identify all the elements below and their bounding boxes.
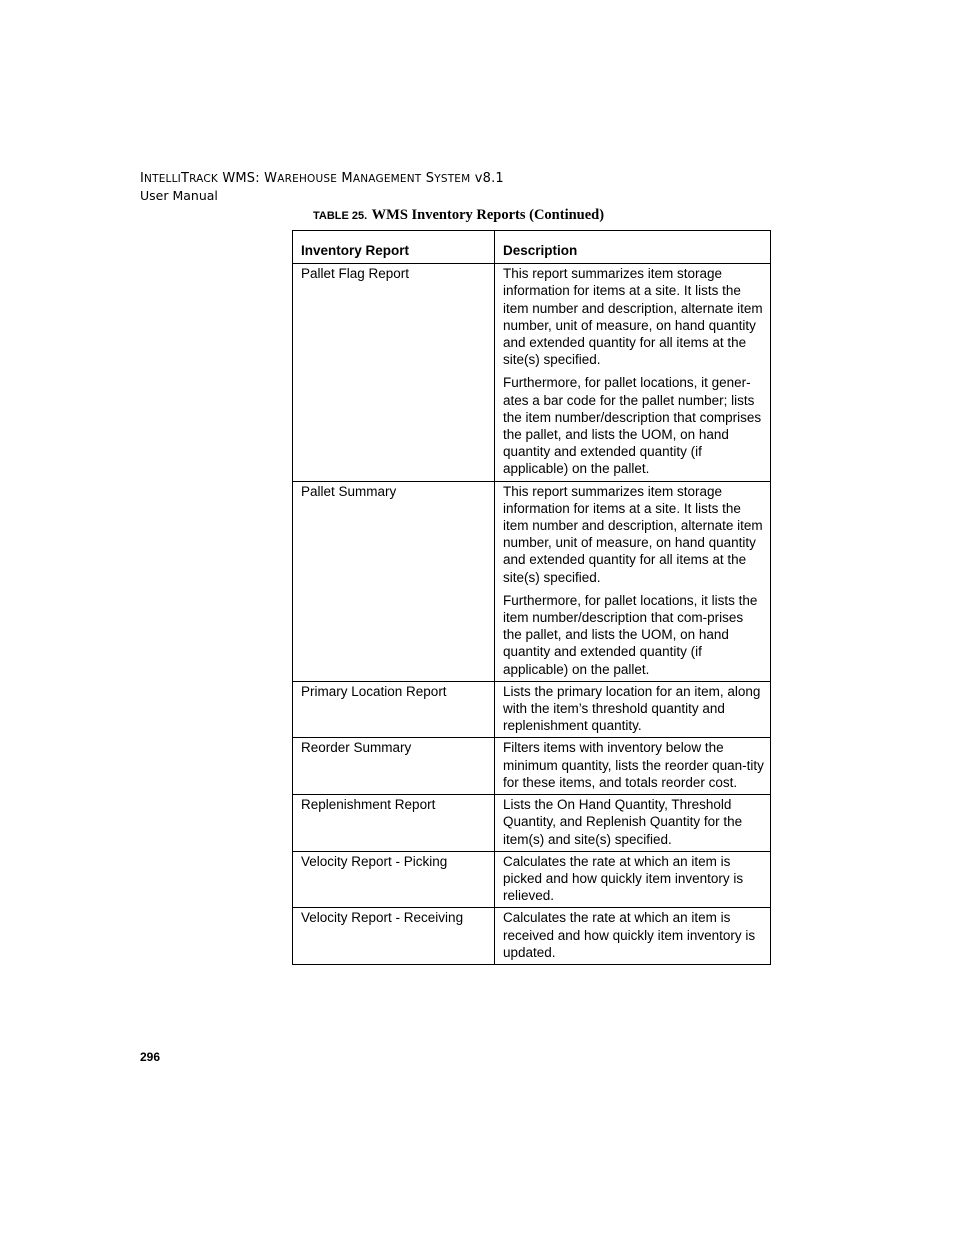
table-row <box>293 681 771 738</box>
header-title-segment: YSTEM <box>434 173 471 185</box>
running-header-subtitle: User Manual <box>140 188 218 203</box>
table-header-row <box>293 231 771 264</box>
page-number: 296 <box>140 1050 161 1064</box>
description-paragraph: Lists the primary location for an item, along with the item’s threshold quantity and replenishment quantity. <box>503 683 761 734</box>
table-row <box>293 795 771 852</box>
table-row <box>293 738 771 795</box>
table-row <box>293 851 771 908</box>
description-paragraph: Furthermore, for pallet locations, it lists the item number/description that com-prises the pallet, and lists the UOM, on hand quantity and extended quantity (if applicable) on the pallet. <box>503 592 758 677</box>
report-name-cell: Velocity Report - Picking <box>293 851 495 908</box>
header-title-segment: AREHOUSE <box>277 173 338 185</box>
header-title-segment: I <box>140 171 145 186</box>
description-paragraph: Calculates the rate at which an item is picked and how quickly item inventory is relieved. <box>503 853 744 904</box>
description-paragraph: This report summarizes item storage information for items at a site. It lists the item number and description, alternate item number, unit of measure, on hand quantity and extended quantity for all items at the site(s) specified. <box>503 266 763 368</box>
report-description-cell <box>495 681 771 738</box>
header-title-segment: S <box>421 171 435 186</box>
report-description-cell <box>495 481 771 681</box>
report-description-cell <box>495 264 771 481</box>
inventory-reports-table <box>292 230 771 965</box>
running-header-title <box>140 171 504 187</box>
table-caption-label: TABLE 25. <box>313 210 368 222</box>
report-description-cell <box>495 738 771 795</box>
table-row <box>293 264 771 481</box>
report-name-cell: Primary Location Report <box>293 681 495 738</box>
report-name-cell: Pallet Summary <box>293 481 495 681</box>
report-name-cell: Replenishment Report <box>293 795 495 852</box>
column-header-description: Description <box>495 231 771 264</box>
table-caption-title: WMS Inventory Reports (Continued) <box>371 207 605 223</box>
report-description-cell <box>495 851 771 908</box>
header-title-segment: T <box>180 171 190 186</box>
description-paragraph: Lists the On Hand Quantity, Threshold Quantity, and Replenish Quantity for the item(s) and site(s) specified. <box>503 797 743 847</box>
header-title-segment: WMS: W <box>218 171 278 186</box>
report-name-cell: Velocity Report - Receiving <box>293 908 495 965</box>
description-paragraph: Filters items with inventory below the minimum quantity, lists the reorder quan-tity for these items, and totals reorder cost. <box>503 740 764 790</box>
description-paragraph: Furthermore, for pallet locations, it gener-ates a bar code for the pallet number; lists the item number/description that comprises the pallet, and lists the UOM, on hand quantity and extended quantity (if applicable) on the pallet. <box>503 375 762 477</box>
header-title-segment: RACK <box>189 173 218 185</box>
header-title-segment: ANAGEMENT <box>352 173 422 185</box>
report-description-cell <box>495 908 771 965</box>
column-header-inventory-report: Inventory Report <box>293 231 495 264</box>
header-title-segment: NTELLI <box>144 173 181 185</box>
header-title-segment: M <box>337 171 353 186</box>
table-row <box>293 908 771 965</box>
table-body <box>293 264 771 965</box>
report-name-cell: Pallet Flag Report <box>293 264 495 481</box>
description-paragraph: This report summarizes item storage information for items at a site. It lists the item number and description, alternate item number, unit of measure, on hand quantity and extended quantity for all items at the site(s) specified. <box>503 483 763 585</box>
table-row <box>293 481 771 681</box>
table-caption <box>313 206 604 225</box>
header-title-segment: v8.1 <box>470 171 504 186</box>
report-name-cell: Reorder Summary <box>293 738 495 795</box>
report-description-cell <box>495 795 771 852</box>
description-paragraph: Calculates the rate at which an item is received and how quickly item inventory is updated. <box>503 910 756 960</box>
